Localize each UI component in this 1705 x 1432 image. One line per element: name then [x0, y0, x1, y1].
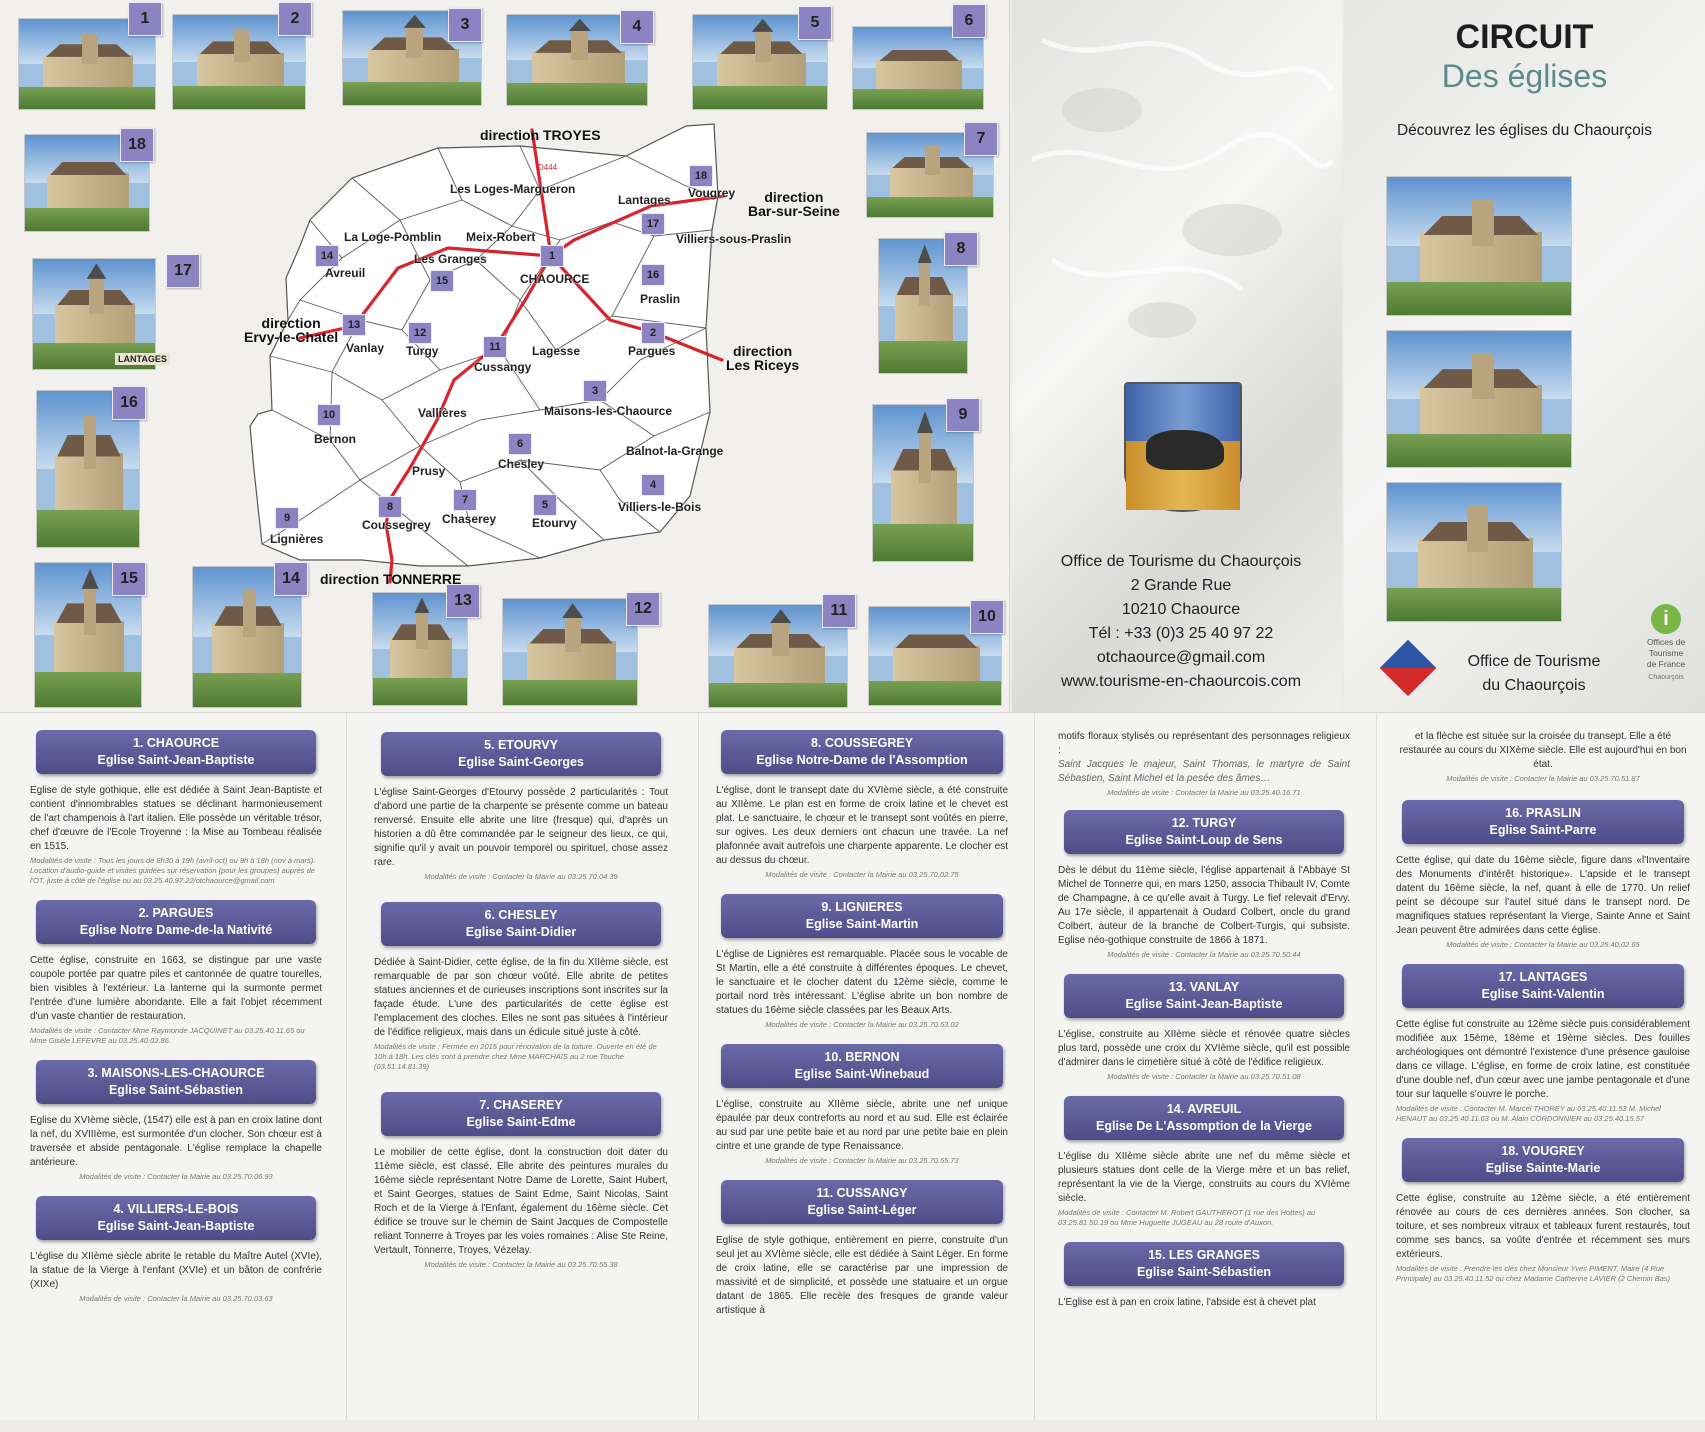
lantages-sign: LANTAGES: [115, 353, 170, 365]
church-3-header: 3. MAISONS-LES-CHAOURCE Eglise Saint-Sébastien: [36, 1060, 316, 1104]
church-16-header: 16. PRASLIN Eglise Saint-Parre: [1402, 800, 1684, 844]
church-12: 12. TURGY Eglise Saint-Loup de Sens Dès le début du 11ème siècle, l'église appartenait à l'Abbaye St Michel de Tonnerre qui, en mars 1250, associa Thibault IV, Comte de Champagne, à ce qu'elle avait à Turgy. Le fief relevait d'Ervy. Au 17e siècle, il appartenait à Oudard Colbert, oncle du grand Colbert, auteur de la branche de Colbert-Turgis, qui subsiste. Eglise néo-gothique construite de 1866 à 1871. Modalités de visite : Contacter la Mairie au 03.25.70.50.44: [1058, 810, 1350, 960]
map-place-loges-margueron: Les Loges-Margueron: [450, 182, 576, 196]
church-9: 9. LIGNIERES Eglise Saint-Martin L'église de Lignières est remarquable. Placée sous le vocable de St Martin, elle a été construite à différentes époques. Le chevet, le sanctuaire et le clocher datent du 12ème siècle, comme le portail nord très intéressant. L'église abrite un bon nombre de statues du 16ème siècle classées par les Beaux Arts. Modalités de visite : Contacter la Mairie au 03.25.70.53.02: [716, 894, 1008, 1030]
map-place-chaource: CHAOURCE: [520, 272, 590, 286]
map-place-cussangy: Cussangy: [474, 360, 532, 374]
church-17-header: 17. LANTAGES Eglise Saint-Valentin: [1402, 964, 1684, 1008]
map-place-la-loge-pomblin: La Loge-Pomblin: [344, 230, 442, 244]
map-number-3: 3: [583, 380, 607, 402]
photo-badge-15: 15: [112, 562, 146, 596]
photo-badge-12: 12: [626, 592, 660, 626]
church-14-header: 14. AVREUIL Eglise De L'Assomption de la Vierge: [1064, 1096, 1344, 1140]
map-place-coussegrey: Coussegrey: [362, 518, 431, 532]
church-13-header: 13. VANLAY Eglise Saint-Jean-Baptiste: [1064, 974, 1344, 1018]
photo-badge-8: 8: [944, 232, 978, 266]
fold-line-4: [1376, 712, 1377, 1420]
column-4: [1058, 730, 1350, 1430]
map-number-11: 11: [483, 336, 507, 358]
column-1: [30, 730, 322, 1430]
map-place-chaserey: Chaserey: [442, 512, 497, 526]
website-link[interactable]: www.tourisme-en-chaourcois.com: [1060, 673, 1302, 690]
direction-bar-sur-seine: direction Bar-sur-Seine: [748, 189, 840, 219]
photo-badge-10: 10: [970, 600, 1004, 634]
street: 2 Grande Rue: [1130, 577, 1232, 594]
cover-panel: [1344, 0, 1705, 712]
address-panel: [1012, 0, 1342, 712]
church-2-header: 2. PARGUES Eglise Notre Dame-de-la Nativité: [36, 900, 316, 944]
phone: Tél : +33 (0)3 25 40 97 22: [1088, 625, 1274, 642]
church-8: 8. COUSSEGREY Eglise Notre-Dame de l'Assomption L'église, dont le transept date du XVIème siècle, a été construite au XIIème. Le plan est en forme de croix latine et le chevet est plat. Le sanctuaire, le chœur et le transept sont voûtés en pierre, sur ogives. Les deux derniers ont chacun une travée. La nef plafonnée avait autrefois une charpente apparente. Le clocher est au dessus du chœur. Modalités de visite : Contacter la Mairie au 03.25.70.02.75: [716, 730, 1008, 880]
church-11-header: 11. CUSSANGY Eglise Saint-Léger: [721, 1180, 1003, 1224]
tourist-office-label: Office de Tourisme du Chaourçois: [1467, 653, 1601, 694]
photo-badge-2: 2: [278, 2, 312, 36]
coat-of-arms: [1124, 382, 1242, 512]
direction-ervy-le-chatel: direction Ervy-le-Chatel: [244, 315, 339, 345]
direction-les-riceys: direction Les Riceys: [726, 343, 800, 373]
church-4-header: 4. VILLIERS-LE-BOIS Eglise Saint-Jean-Baptiste: [36, 1196, 316, 1240]
column-3: [716, 730, 1008, 1430]
cover-photo-chaource: [1386, 176, 1572, 316]
church-11: 11. CUSSANGY Eglise Saint-Léger Eglise de style gothique, entièrement en pierre, construite d'un seul jet au XVIème siècle, elle est dédiée à Saint Léger. En forme de croix latine, elle se caractérise par une impression de massivité et de simplicité, et possède une statuaire et un orgue datant de 1865. Elle recèle des fresques de grande valeur artistique à: [716, 1180, 1008, 1318]
photo-badge-11: 11: [822, 594, 856, 628]
map-number-17: 17: [641, 213, 665, 235]
address-block: [1026, 550, 1336, 694]
map-number-7: 7: [453, 489, 477, 511]
map-place-turgy: Turgy: [406, 344, 439, 358]
map-place-maisons-les-chaource: Maisons-les-Chaource: [544, 404, 673, 418]
map-place-lignieres: Lignières: [270, 532, 324, 546]
map-number-16: 16: [641, 264, 665, 286]
photo-badge-4: 4: [620, 10, 654, 44]
map-place-les-granges: Les Granges: [414, 252, 487, 266]
column-5: [1396, 730, 1690, 1430]
map-place-vallieres: Vallières: [418, 406, 467, 420]
email-link[interactable]: otchaource@gmail.com: [1096, 649, 1266, 666]
church-7: 7. CHASEREY Eglise Saint-Edme Le mobilier de cette église, dont la construction doit dater du 11ème siècle, est classé. Elle abrite des peintures murales du 16ème siècle représentant Notre Dame de Lorette, Saint Hubert, et Saint Georges, statues de Saint Edme, Saint Nicolas, Saint Roch et de la Vierge à l'Enfant, également du 16ème siècle. Cet édifice se trouve sur le chemin de Saint Jacques de Compostelle reliant Tonnerre à Troyes par les voies romaines : Alise Ste Reine, Vertault, Tonnerre, Troyes, Vézelay. Modalités de visite : Contacter la Mairie au 03.25.70.55.38: [374, 1092, 668, 1270]
map-place-balnot-la-grange: Balnot-la-Grange: [626, 444, 724, 458]
church-12-header: 12. TURGY Eglise Saint-Loup de Sens: [1064, 810, 1344, 854]
column-2: [374, 732, 668, 1432]
map-number-8: 8: [378, 496, 402, 518]
church-8-header: 8. COUSSEGREY Eglise Notre-Dame de l'Assomption: [721, 730, 1003, 774]
map-panel: [0, 0, 1010, 712]
map-number-9: 9: [275, 507, 299, 529]
church-5: 5. ETOURVY Eglise Saint-Georges L'église Saint-Georges d'Etourvy possède 2 particularités : Tout d'abord une partie de la charpente se présente comme un bateau renversé. Ensuite elle abrite une litre (fresque) qui, d'après un historien a dû être commandée par le seigneur des lieux, ce qui, signifie qu'il y avait un pouvoir temporel ou spirituel, chose assez rare. Modalités de visite : Contacter la Mairie au 03.25.70.04.39: [374, 732, 668, 882]
map-place-vougrey: Vougrey: [688, 186, 736, 200]
fold-line-1: [346, 712, 347, 1420]
map-number-6: 6: [508, 433, 532, 455]
map-number-10: 10: [317, 404, 341, 426]
direction-tonnerre: direction TONNERRE: [320, 571, 462, 587]
church-15-header: 15. LES GRANGES Eglise Saint-Sébastien: [1064, 1242, 1344, 1286]
map-place-pargues: Pargues: [628, 344, 676, 358]
map-number-12: 12: [408, 322, 432, 344]
church-10-header: 10. BERNON Eglise Saint-Winebaud: [721, 1044, 1003, 1088]
postcode-city: 10210 Chaource: [1121, 601, 1241, 618]
map-place-chesley: Chesley: [498, 457, 545, 471]
church-15-continued: et la flèche est située sur la croisée du transept. Elle a été restaurée au cours du XIXème siècle. Elle est aujourd'hui en bon état. Modalités de visite : Contacter la Mairie au 03.25.70.51.87: [1399, 731, 1687, 783]
map-place-prusy: Prusy: [412, 464, 446, 478]
map-place-meix-robert: Meix-Robert: [466, 230, 536, 244]
church-14: 14. AVREUIL Eglise De L'Assomption de la Vierge L'église du XIIème siècle abrite une nef du même siècle et plusieurs statues dont celle de la Vierge mère et un bas relief, représentant la vie de la Vierge, construits au cours du XVIème siècle. Modalités de visite : Contacter M. Robert GAUTHEROT (1 rue des Hottes) au 03.25.81.50.19 ou Mme Huguette JUGEAU au 28 route d'Auxon.: [1058, 1096, 1350, 1228]
map-number-18: 18: [689, 165, 713, 187]
map-number-15: 15: [430, 270, 454, 292]
fold-line-2: [698, 712, 699, 1420]
photo-badge-1: 1: [128, 2, 162, 36]
photo-badge-14: 14: [274, 562, 308, 596]
map-place-lantages: Lantages: [618, 193, 671, 207]
church-1: 1. CHAOURCE Eglise Saint-Jean-Baptiste Eglise de style gothique, elle est dédiée à Saint Jean-Baptiste et contient d'innombrables statues se déclinant harmonieusement de l'art champenois à l'art italien. Elle possède un véritable trésor, chef d'œuvre de l'Ecole Troyenne : la Mise au Tombeau réalisée en 1515. Modalités de visite : Tous les jours de 8h30 à 19h (avril-oct) ou 9h à 18h (nov à mars). Location d'audio-guide et visites guidées sur réservation (pour les groupes) auprès de l'OT, juste à côté de l'église ou au 03.25.40.97.22/otchaource@gmail.com: [30, 730, 322, 886]
church-5-header: 5. ETOURVY Eglise Saint-Georges: [381, 732, 661, 776]
church-1-header: 1. CHAOURCE Eglise Saint-Jean-Baptiste: [36, 730, 316, 774]
church-15: 15. LES GRANGES Eglise Saint-Sébastien L'Eglise est à pan en croix latine, l'abside est à chevet plat: [1058, 1242, 1350, 1310]
map-number-14: 14: [315, 245, 339, 267]
info-icon: i: [1651, 604, 1681, 634]
direction-troyes: direction TROYES: [480, 127, 601, 143]
photo-badge-9: 9: [946, 398, 980, 432]
map-number-4: 4: [641, 474, 665, 496]
map-place-praslin: Praslin: [640, 292, 681, 306]
church-9-header: 9. LIGNIERES Eglise Saint-Martin: [721, 894, 1003, 938]
map-number-2: 2: [641, 322, 665, 344]
photo-badge-5: 5: [798, 6, 832, 40]
map-place-villiers-le-bois: Villiers-le-Bois: [618, 500, 702, 514]
cover-subtitle: Des églises: [1441, 58, 1608, 94]
map-place-lagesse: Lagesse: [532, 344, 581, 358]
map-place-avreuil: Avreuil: [325, 266, 366, 280]
church-4: 4. VILLIERS-LE-BOIS Eglise Saint-Jean-Baptiste L'église du XIIème siècle abrite le retable du Maître Autel (XVIe), la statue de la Vierge à l'enfant (XVIe) et un bâton de confrérie (XIXe) Modalités de visite : Contacter la Mairie au 03.25.70.03.63: [30, 1196, 322, 1304]
offices-de-tourisme-logo: i Offices de Tourisme de France Chaourçois: [1636, 604, 1696, 702]
photo-badge-7: 7: [964, 122, 998, 156]
map-number-1: 1: [540, 245, 564, 267]
photo-badge-18: 18: [120, 128, 154, 162]
photo-badge-3: 3: [448, 8, 482, 42]
map-place-etourvy: Etourvy: [532, 516, 577, 530]
church-3: 3. MAISONS-LES-CHAOURCE Eglise Saint-Sébastien Eglise du XVIème siècle, (1547) elle est à pan en croix latine dont la nef, du XVIIIème, est surmontée d'un clocher. Son chœur est à traversée et abside pentagonale. L'église remplace la chapelle antérieure. Modalités de visite : Contacter la Mairie au 03.25.70.06.93: [30, 1060, 322, 1182]
map-place-villiers-sous-praslin: Villiers-sous-Praslin: [676, 232, 792, 246]
photo-badge-13: 13: [446, 584, 480, 618]
cover-title: CIRCUIT: [1455, 18, 1594, 56]
church-18: 18. VOUGREY Eglise Sainte-Marie Cette église, construite au 12ème siècle, a été entièrement rénovée au cours de ces dernières années. Son clocher, sa toiture, et ses nombreux vitraux et tableaux furent restaurés, tout comme ses bancs, sa voûte d'entrée et récemment ses murs extérieurs. Modalités de visite : Prendre les clés chez Monsieur Yves PIMENT, Maire (4 Rue Principale) au 03.25.40.11.52 ou chez Madame Catherine LAVIER (2 Chemin Bas): [1396, 1138, 1690, 1284]
church-18-header: 18. VOUGREY Eglise Sainte-Marie: [1402, 1138, 1684, 1182]
church-17: 17. LANTAGES Eglise Saint-Valentin Cette église fut construite au 12ème siècle puis considérablement modifiée aux 15ème, 18ème et 19ème siècles. Des fouilles archéologiques ont démontré l'existence d'une présence gauloise dans ce village. L'église, en forme de croix latine, est constituée d'une double nef, d'un cœur avec une jambe pentagonale et d'une tour sur laquelle s'ouvre le porche. Modalités de visite : Contacter M. Marcel THOREY au 03.25.40.11.53 M. Michel HENAUT au 03.25.40.11.63 ou M. Alain CORDONNIER au 03.25.40.15.57: [1396, 964, 1690, 1124]
map-number-13: 13: [342, 314, 366, 336]
church-6-header: 6. CHESLEY Eglise Saint-Didier: [381, 902, 661, 946]
church-7-header: 7. CHASEREY Eglise Saint-Edme: [381, 1092, 661, 1136]
church-13: 13. VANLAY Eglise Saint-Jean-Baptiste L'église, construite au XIIème siècle et rénovée quatre siècles plus tard, possède une croix du XVIème siècle, qu'il est possible d'admirer dans le cimetière situé à côté de l'édifice religieux. Modalités de visite : Contacter la Mairie au 03.25.70.51.08: [1058, 974, 1350, 1082]
map-place-vanlay: Vanlay: [346, 341, 385, 355]
tourist-office-logo: [1380, 640, 1437, 697]
photo-badge-16: 16: [112, 386, 146, 420]
photo-badge-17: 17: [166, 254, 200, 288]
fold-line-3: [1034, 712, 1035, 1420]
church-2: 2. PARGUES Eglise Notre Dame-de-la Nativité Cette église, construite en 1663, se distingue par une vaste coupole portée par quatre piles et cantonnée de quatre tourelles, bien visibles à l'extérieur. La lanterne qui la surmonte permet l'entrée d'une lumière abondante. Elle a fait l'objet récemment d'un vaste chantier de restauration. Modalités de visite : Contacter Mme Raymonde JACQUINET au 03.25.40.11.65 ou Mme Gisèle LEFEVRE au 03.25.40.02.86.: [30, 900, 322, 1046]
photo-badge-6: 6: [952, 4, 986, 38]
church-6: 6. CHESLEY Eglise Saint-Didier Dédiée à Saint-Didier, cette église, de la fin du XIIème siècle, est remarquable de par son chœur voûté. Elle abrite de petites statues anciennes et de curieuses inscriptions sont inscrites sur la façade étude. L'une des particularités de cette église est l'emplacement des cloches. Elles ne sont pas situées à l'intérieur de l'édifice religieux, mais dans un édicule situé juste à côté. Modalités de visite : Fermée en 2015 pour rénovation de la toiture. Ouverte en été de 10h à 18h. Les clés sont à prendre chez Mme MARCHAIS au 2 rue Touche (03.51.14.81.39): [374, 902, 668, 1072]
church-16: 16. PRASLIN Eglise Saint-Parre Cette église, qui date du 16ème siècle, figure dans «l'Inventaire des Monuments d'intérêt historique». L'apside et le transept datent du 16ème siècle, la nef, quant à elle de 1770. Un relief peint se découpe sur l'autel situé dans le transept nord. De magnifiques statues représentant la Vierge, Sainte Anne et Saint Jean peuvent être admirées dans cette église. Modalités de visite : Contacter la Mairie au 03.25.40.02.65: [1396, 800, 1690, 950]
cover-tagline: Découvrez les églises du Chaourçois: [1396, 122, 1653, 139]
map-place-bernon: Bernon: [314, 432, 356, 446]
church-11-continued: motifs floraux stylisés ou représentant des personnages religieux : Saint Jacques le majeur, Saint Thomas, le martyre de Saint Sébastien, Saint Michel et la pesée des âmes… Modalités de visite : Contacter la Mairie au 03.25.40.16.71: [1058, 731, 1350, 797]
church-10: 10. BERNON Eglise Saint-Winebaud L'église, construite au XIIème siècle, abrite une nef unique épaulée par deux contreforts au nord et au sud. Elle est éclairée au sud par une petite baie et au nord par une petite baie en plein cintre et une grande de type Renaissance. Modalités de visite : Contacter la Mairie au 03.25.70.55.73: [716, 1044, 1008, 1166]
svg-text:D444: D444: [538, 163, 558, 172]
cover-photo-pargues: [1386, 330, 1572, 468]
map-number-5: 5: [533, 494, 557, 516]
office-name: Office de Tourisme du Chaourçois: [1060, 553, 1302, 570]
cover-photo-maisons: [1386, 482, 1562, 622]
